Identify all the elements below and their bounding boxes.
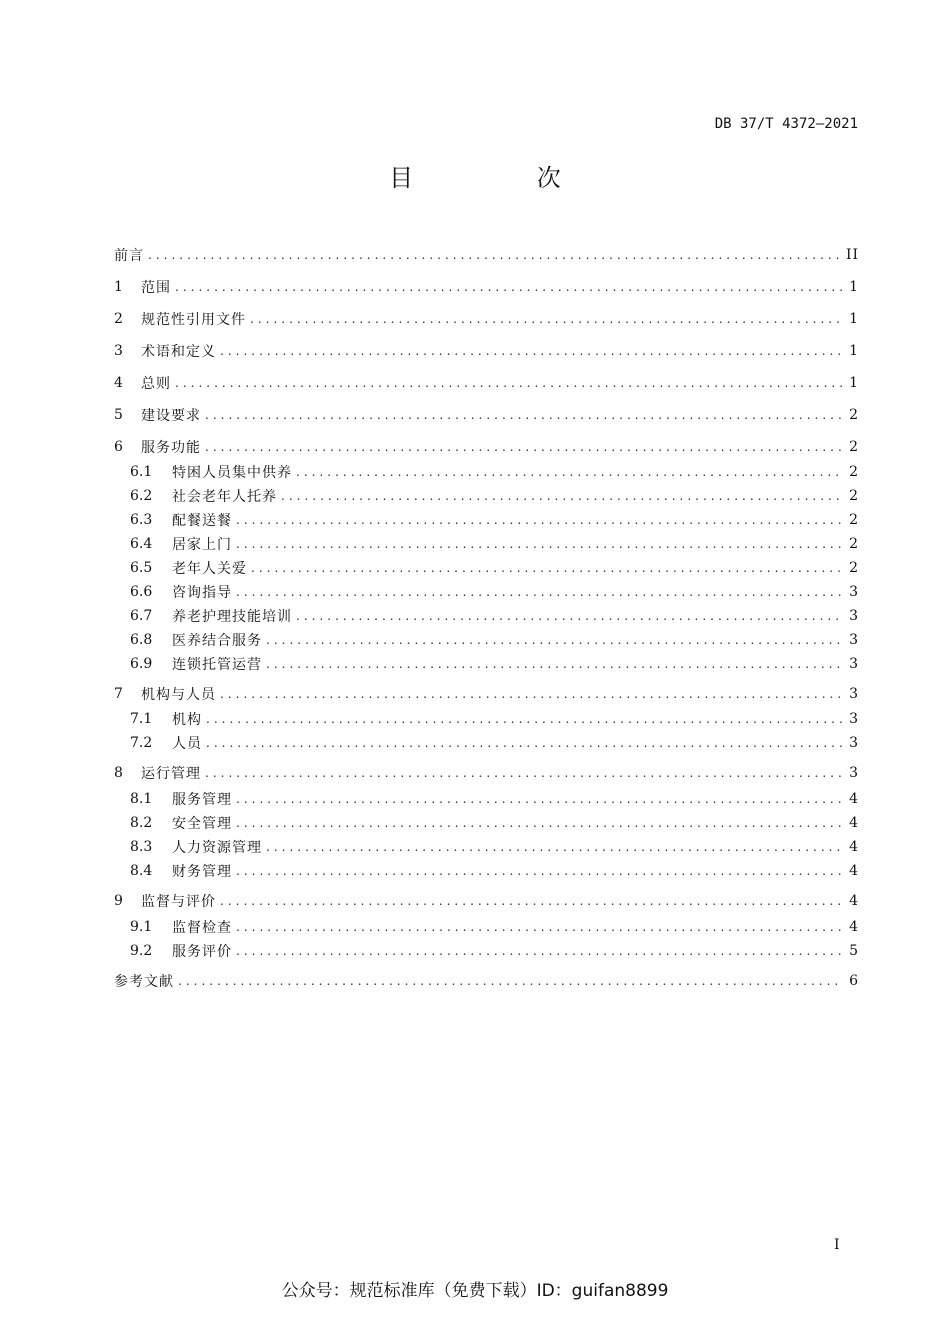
toc-entry[interactable] xyxy=(130,732,859,754)
dot-leader xyxy=(206,712,843,726)
toc-entry-number: 6.9 xyxy=(130,656,153,672)
dot-leader xyxy=(175,280,843,294)
dot-leader xyxy=(148,248,842,262)
toc-entry[interactable] xyxy=(114,372,859,394)
toc-entry-number: 5 xyxy=(114,407,123,423)
toc-entry-label: 配餐送餐 xyxy=(172,513,232,529)
page-number: I xyxy=(834,1237,840,1253)
toc-entry-page: 1 xyxy=(849,375,859,391)
toc-entry-number: 7.1 xyxy=(130,711,153,727)
toc-entry-number: 2 xyxy=(114,311,123,327)
dot-leader xyxy=(206,736,843,750)
toc-entry-page: 2 xyxy=(849,488,859,504)
dot-leader xyxy=(205,440,843,454)
dot-leader xyxy=(236,585,843,599)
toc-entry-label: 安全管理 xyxy=(172,816,232,832)
toc-entry-page: 4 xyxy=(849,919,859,935)
toc-entry-number: 4 xyxy=(114,375,123,391)
toc-entry-page: 3 xyxy=(849,584,859,600)
toc-entry-label: 咨询指导 xyxy=(172,585,232,601)
toc-entry-page: 4 xyxy=(849,893,859,909)
toc-entry-label: 财务管理 xyxy=(172,864,232,880)
toc-entry-label: 特困人员集中供养 xyxy=(172,465,292,481)
dot-leader xyxy=(205,766,843,780)
dot-leader xyxy=(178,974,843,988)
toc-entry-label: 养老护理技能培训 xyxy=(172,609,292,625)
toc-entry-page: 3 xyxy=(849,608,859,624)
toc-entry-number: 6.6 xyxy=(130,584,153,600)
toc-entry-label: 服务功能 xyxy=(141,440,201,456)
toc-entry-label: 规范性引用文件 xyxy=(141,312,246,328)
toc-entry[interactable] xyxy=(130,629,859,651)
toc-entry-page: 4 xyxy=(849,815,859,831)
toc-entry[interactable] xyxy=(130,836,859,858)
toc-entry[interactable] xyxy=(130,509,859,531)
toc-entry-label: 老年人关爱 xyxy=(172,561,247,577)
toc-entry-page: 3 xyxy=(849,735,859,751)
toc-entry-number: 6 xyxy=(114,439,123,455)
toc-entry-label: 前言 xyxy=(114,248,144,264)
toc-title: 目 次 xyxy=(389,164,619,192)
toc-entry-number: 9.1 xyxy=(130,919,153,935)
toc-entry-page: 3 xyxy=(849,711,859,727)
toc-entry-page: 4 xyxy=(849,839,859,855)
toc-entry-label: 参考文献 xyxy=(114,974,174,990)
dot-leader xyxy=(220,344,843,358)
dot-leader xyxy=(236,944,843,958)
toc-entry-number: 3 xyxy=(114,343,123,359)
toc-entry-number: 6.1 xyxy=(130,464,153,480)
dot-leader xyxy=(205,408,843,422)
toc-entry-number: 6.5 xyxy=(130,560,153,576)
toc-entry[interactable] xyxy=(130,788,859,810)
document-code: DB 37/T 4372—2021 xyxy=(714,116,858,132)
toc-entry[interactable] xyxy=(114,970,859,992)
toc-entry-number: 6.4 xyxy=(130,536,153,552)
toc-entry-label: 医养结合服务 xyxy=(172,633,262,649)
toc-entry-number: 7.2 xyxy=(130,735,153,751)
toc-entry-number: 8 xyxy=(114,765,123,781)
dot-leader xyxy=(266,840,843,854)
toc-entry[interactable] xyxy=(130,533,859,555)
toc-entry-number: 8.3 xyxy=(130,839,153,855)
toc-entry-page: 5 xyxy=(849,943,859,959)
dot-leader xyxy=(250,312,843,326)
dot-leader xyxy=(281,489,843,503)
dot-leader xyxy=(175,376,843,390)
toc-entry[interactable] xyxy=(114,340,859,362)
dot-leader xyxy=(296,465,843,479)
toc-entry[interactable] xyxy=(130,708,859,730)
toc-entry-number: 6.3 xyxy=(130,512,153,528)
toc-entry[interactable] xyxy=(130,916,859,938)
toc-entry[interactable] xyxy=(114,276,859,298)
toc-entry-label: 机构 xyxy=(172,712,202,728)
toc-entry-label: 建设要求 xyxy=(141,408,201,424)
toc-entry-label: 服务评价 xyxy=(172,944,232,960)
toc-entry-page: 4 xyxy=(849,863,859,879)
toc-entry[interactable] xyxy=(130,940,859,962)
toc-entry-page: 1 xyxy=(849,343,859,359)
toc-entry-number: 6.2 xyxy=(130,488,153,504)
toc-entry[interactable] xyxy=(130,812,859,834)
toc-entry-number: 8.4 xyxy=(130,863,153,879)
toc-entry-page: 3 xyxy=(849,632,859,648)
toc-entry[interactable] xyxy=(130,461,859,483)
toc-entry[interactable] xyxy=(130,605,859,627)
toc-entry-label: 运行管理 xyxy=(141,766,201,782)
toc-entry-label: 机构与人员 xyxy=(141,687,216,703)
toc-entry-label: 术语和定义 xyxy=(141,344,216,360)
toc-entry[interactable] xyxy=(130,485,859,507)
toc-entry-number: 9 xyxy=(114,893,123,909)
toc-entry-label: 范围 xyxy=(141,280,171,296)
toc-entry-number: 6.7 xyxy=(130,608,153,624)
dot-leader xyxy=(251,561,843,575)
dot-leader xyxy=(236,513,843,527)
toc-entry-label: 监督与评价 xyxy=(141,894,216,910)
toc-entry-page: II xyxy=(845,247,859,263)
toc-entry-number: 8.1 xyxy=(130,791,153,807)
toc-entry-page: 2 xyxy=(849,464,859,480)
toc-entry-page: 2 xyxy=(849,439,859,455)
dot-leader xyxy=(296,609,843,623)
toc-entry-label: 监督检查 xyxy=(172,920,232,936)
toc-entry-page: 3 xyxy=(849,686,859,702)
toc-entry-page: 2 xyxy=(849,407,859,423)
toc-entry-label: 服务管理 xyxy=(172,792,232,808)
dot-leader xyxy=(266,633,843,647)
toc-entry-label: 居家上门 xyxy=(172,537,232,553)
toc-entry[interactable] xyxy=(114,436,859,458)
toc-entry[interactable] xyxy=(114,890,859,912)
dot-leader xyxy=(236,537,843,551)
toc-entry-page: 2 xyxy=(849,512,859,528)
dot-leader xyxy=(220,687,843,701)
toc-entry-label: 人力资源管理 xyxy=(172,840,262,856)
toc-entry[interactable] xyxy=(114,683,859,705)
toc-entry-page: 3 xyxy=(849,656,859,672)
toc-entry[interactable] xyxy=(114,404,859,426)
toc-entry-page: 2 xyxy=(849,560,859,576)
toc-entry[interactable] xyxy=(114,762,859,784)
toc-entry-page: 3 xyxy=(849,765,859,781)
dot-leader xyxy=(236,920,843,934)
toc-entry[interactable] xyxy=(114,244,859,266)
dot-leader xyxy=(236,816,843,830)
toc-entry-label: 人员 xyxy=(172,736,202,752)
dot-leader xyxy=(220,894,843,908)
toc-entry-number: 1 xyxy=(114,279,123,295)
toc-entry-page: 1 xyxy=(849,279,859,295)
toc-entry-number: 7 xyxy=(114,686,123,702)
dot-leader xyxy=(236,792,843,806)
toc-entry[interactable] xyxy=(130,860,859,882)
dot-leader xyxy=(236,864,843,878)
toc-entry-page: 4 xyxy=(849,791,859,807)
toc-entry[interactable] xyxy=(130,581,859,603)
toc-entry-number: 9.2 xyxy=(130,943,153,959)
toc-entry-number: 8.2 xyxy=(130,815,153,831)
toc-entry-label: 连锁托管运营 xyxy=(172,657,262,673)
toc-entry[interactable] xyxy=(114,308,859,330)
footer-watermark: 公众号：规范标准库（免费下载）ID：guifan8899 xyxy=(281,1281,669,1301)
toc-entry-number: 6.8 xyxy=(130,632,153,648)
toc-entry-label: 社会老年人托养 xyxy=(172,489,277,505)
toc-entry-page: 6 xyxy=(849,973,859,989)
dot-leader xyxy=(266,657,843,671)
toc-entry-label: 总则 xyxy=(141,376,171,392)
toc-entry[interactable] xyxy=(130,557,859,579)
toc-entry-page: 1 xyxy=(849,311,859,327)
toc-entry[interactable] xyxy=(130,653,859,675)
toc-entry-page: 2 xyxy=(849,536,859,552)
